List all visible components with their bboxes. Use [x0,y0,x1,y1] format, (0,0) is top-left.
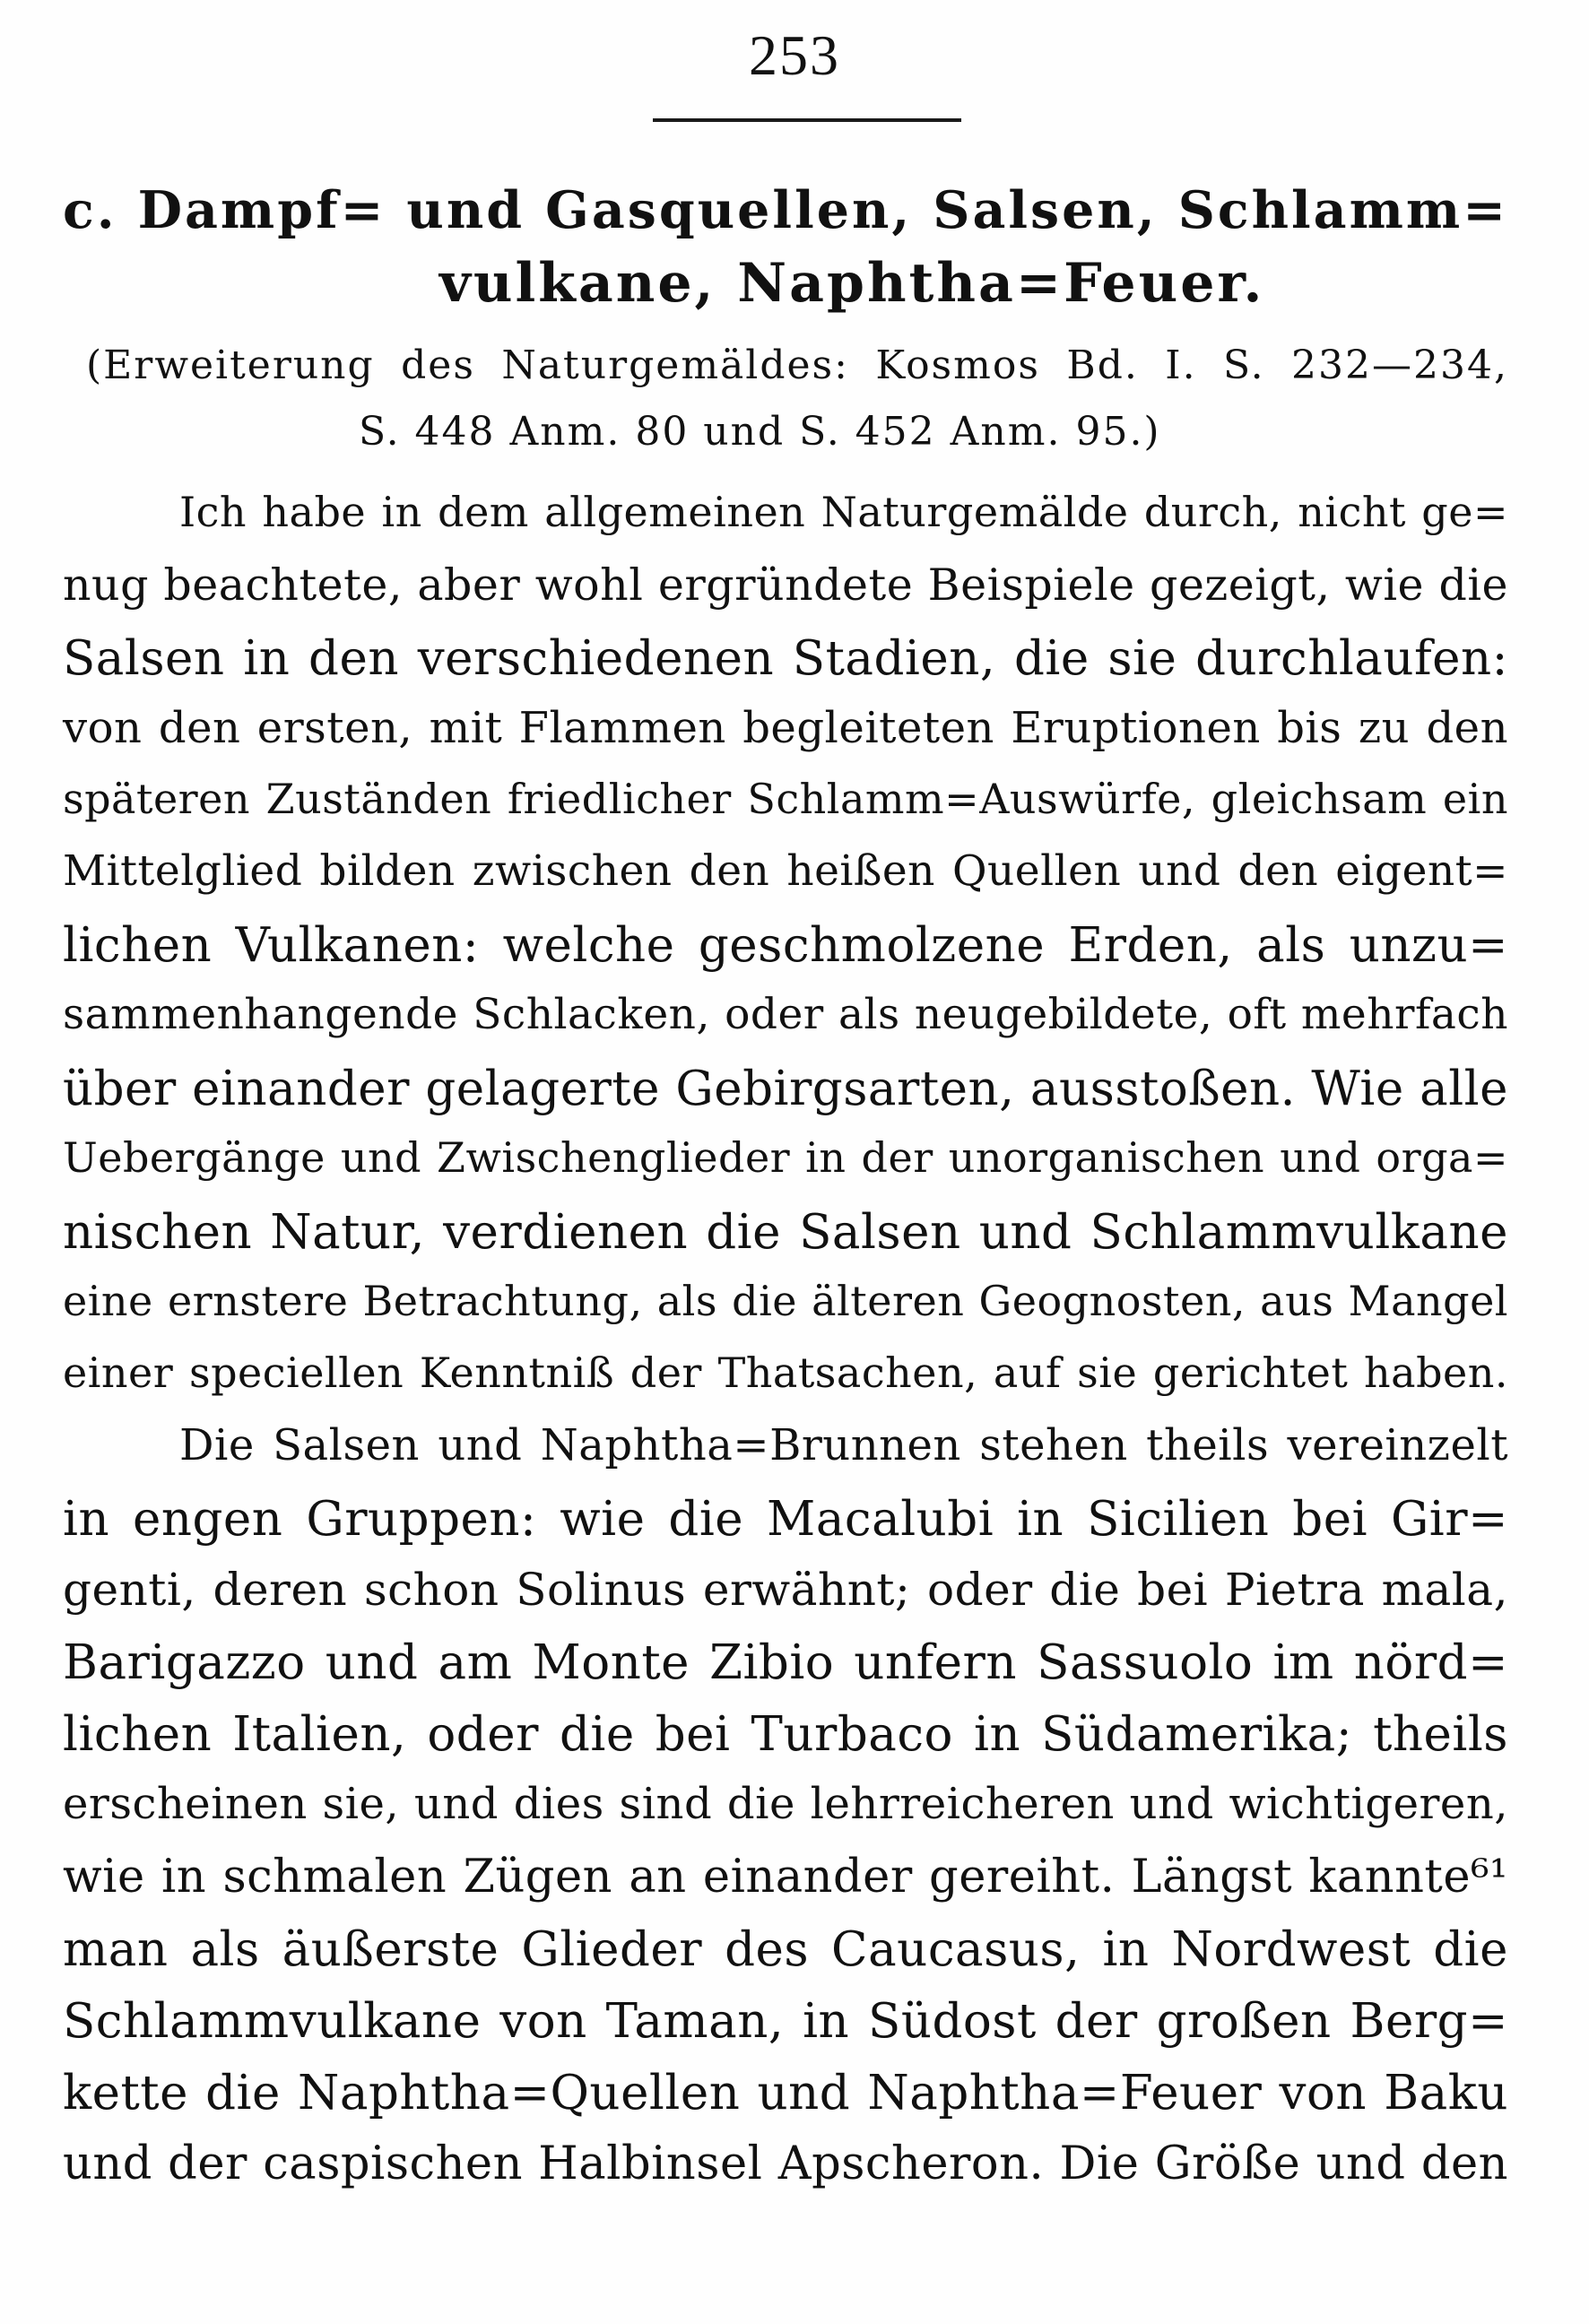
paragraph-line: lichen Italien, oder die bei Turbaco in Südamerika; theils [63,1707,1508,1762]
header-rule [653,118,961,122]
paragraph-line: in engen Gruppen: wie die Macalubi in Sicilien bei Gir= [63,1492,1508,1547]
paragraph-line: Salsen in den verschiedenen Stadien, die sie durchlaufen: [63,631,1508,686]
section-heading-line: vulkane, Naphtha=Feuer. [439,252,1265,315]
paragraph-line: über einander gelagerte Gebirgsarten, ausstoßen. Wie alle [63,1062,1508,1116]
paragraph-line: Ich habe in dem allgemeinen Naturgemälde durch, nicht ge= [179,488,1508,536]
paragraph-line: Barigazzo und am Monte Zibio unfern Sassuolo im nörd= [63,1635,1508,1690]
paragraph-line: wie in schmalen Zügen an einander gereiht. Längst kannte⁶¹ [63,1851,1508,1903]
paragraph-line: sammenhangende Schlacken, oder als neugebildete, oft mehrfach [63,990,1508,1039]
paragraph-line: man als äußerste Glieder des Caucasus, in Nordwest die [63,1922,1508,1977]
paragraph-line: Uebergänge und Zwischenglieder in der unorganischen und orga= [63,1133,1508,1182]
paragraph-line: genti, deren schon Solinus erwähnt; oder die bei Pietra mala, [63,1564,1508,1616]
page-number: 253 [749,23,840,87]
subheading-line: S. 448 Anm. 80 und S. 452 Anm. 95.) [359,409,1161,455]
paragraph-line: nischen Natur, verdienen die Salsen und Schlammvulkane [63,1205,1508,1260]
section-heading-line: c. Dampf= und Gasquellen, Salsen, Schlamm= [63,180,1508,240]
paragraph-line: Schlammvulkane von Taman, in Südost der großen Berg= [63,1994,1508,2049]
paragraph-line: späteren Zuständen friedlicher Schlamm=Auswürfe, gleichsam ein [63,775,1508,823]
paragraph-line: Die Salsen und Naphtha=Brunnen stehen theils vereinzelt [179,1420,1508,1470]
paragraph-line: Mittelglied bilden zwischen den heißen Quellen und den eigent= [63,846,1508,896]
paragraph-line: nug beachtete, aber wohl ergründete Beispiele gezeigt, wie die [63,559,1508,611]
paragraph-line: einer speciellen Kenntniß der Thatsachen, auf sie gerichtet haben. [63,1348,1508,1397]
paragraph-line: erscheinen sie, und dies sind die lehrreicheren und wichtigeren, [63,1779,1508,1829]
paragraph-line: kette die Naphtha=Quellen und Naphtha=Feuer von Baku [63,2066,1508,2120]
paragraph-line: lichen Vulkanen: welche geschmolzene Erden, als unzu= [63,918,1508,973]
paragraph-line: eine ernstere Betrachtung, als die älteren Geognosten, aus Mangel [63,1277,1508,1325]
paragraph-line: und der caspischen Halbinsel Apscheron. Die Größe und den [63,2138,1508,2190]
subheading-line: (Erweiterung des Naturgemäldes: Kosmos Bd. I. S. 232—234, [86,343,1508,388]
paragraph-line: von den ersten, mit Flammen begleiteten Eruptionen bis zu den [63,703,1508,753]
